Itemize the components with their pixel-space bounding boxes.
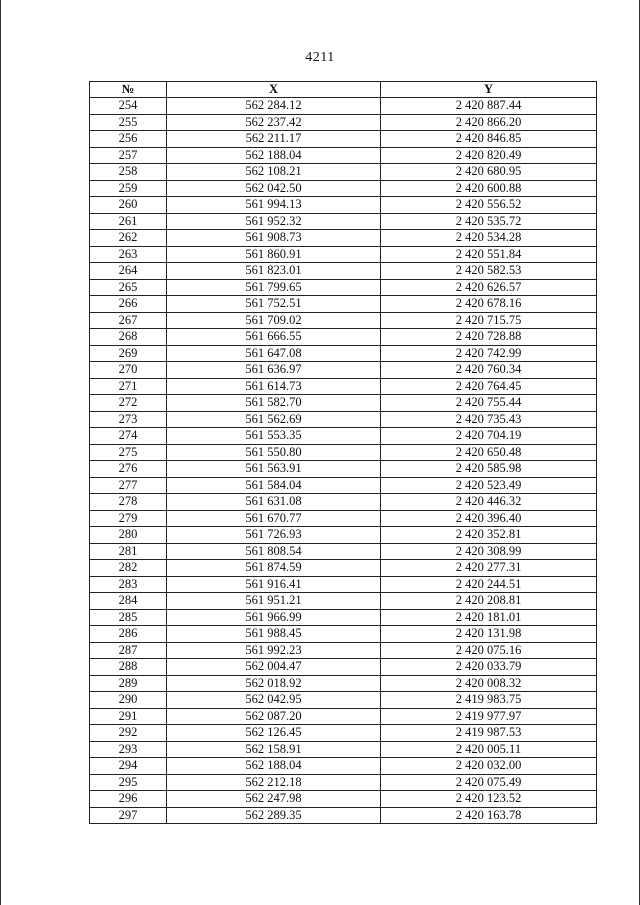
cell-x: 561 647.08 [167,345,381,362]
table-row [90,741,597,758]
cell-number: 270 [90,362,167,379]
cell-y: 2 420 352.81 [381,527,597,544]
cell-x: 561 614.73 [167,378,381,395]
table-row [90,395,597,412]
cell-y: 2 420 308.99 [381,543,597,560]
table-row [90,279,597,296]
cell-y: 2 420 005.11 [381,741,597,758]
cell-number: 281 [90,543,167,560]
cell-number: 273 [90,411,167,428]
cell-y: 2 420 760.34 [381,362,597,379]
table-row [90,659,597,676]
cell-y: 2 419 987.53 [381,725,597,742]
cell-x: 561 966.99 [167,609,381,626]
table-row [90,98,597,115]
cell-x: 561 799.65 [167,279,381,296]
table-row [90,147,597,164]
cell-x: 561 563.91 [167,461,381,478]
cell-y: 2 420 523.49 [381,477,597,494]
table-row [90,263,597,280]
cell-number: 277 [90,477,167,494]
cell-x: 562 211.17 [167,131,381,148]
cell-x: 561 994.13 [167,197,381,214]
cell-y: 2 420 033.79 [381,659,597,676]
coordinates-table [89,81,597,824]
cell-y: 2 420 582.53 [381,263,597,280]
cell-y: 2 420 735.43 [381,411,597,428]
table-row [90,246,597,263]
table-row [90,180,597,197]
cell-number: 259 [90,180,167,197]
table-row [90,576,597,593]
cell-number: 279 [90,510,167,527]
table-row [90,758,597,775]
header-y: Y [381,82,597,98]
table-row [90,543,597,560]
table-row [90,428,597,445]
table-row [90,411,597,428]
table-row [90,362,597,379]
cell-y: 2 420 556.52 [381,197,597,214]
table-row [90,131,597,148]
table-row [90,461,597,478]
table-row [90,527,597,544]
cell-y: 2 420 742.99 [381,345,597,362]
table-row [90,692,597,709]
cell-y: 2 420 764.45 [381,378,597,395]
cell-number: 290 [90,692,167,709]
cell-y: 2 420 075.16 [381,642,597,659]
cell-x: 562 042.95 [167,692,381,709]
cell-number: 288 [90,659,167,676]
table-row [90,213,597,230]
cell-number: 254 [90,98,167,115]
cell-number: 292 [90,725,167,742]
cell-number: 297 [90,807,167,824]
cell-x: 562 188.04 [167,147,381,164]
cell-y: 2 420 680.95 [381,164,597,181]
cell-number: 256 [90,131,167,148]
cell-number: 257 [90,147,167,164]
cell-y: 2 420 887.44 [381,98,597,115]
cell-y: 2 420 820.49 [381,147,597,164]
cell-y: 2 420 600.88 [381,180,597,197]
cell-number: 284 [90,593,167,610]
cell-y: 2 420 704.19 [381,428,597,445]
cell-x: 561 952.32 [167,213,381,230]
cell-x: 562 108.21 [167,164,381,181]
cell-y: 2 420 277.31 [381,560,597,577]
table-row [90,494,597,511]
table-row [90,296,597,313]
cell-y: 2 420 728.88 [381,329,597,346]
cell-x: 561 709.02 [167,312,381,329]
cell-y: 2 420 551.84 [381,246,597,263]
cell-number: 271 [90,378,167,395]
cell-number: 276 [90,461,167,478]
page-number: 4211 [305,50,335,65]
cell-number: 283 [90,576,167,593]
cell-y: 2 420 446.32 [381,494,597,511]
cell-y: 2 420 535.72 [381,213,597,230]
table-row [90,510,597,527]
table-row [90,791,597,808]
cell-x: 562 126.45 [167,725,381,742]
cell-x: 561 916.41 [167,576,381,593]
cell-y: 2 420 585.98 [381,461,597,478]
cell-number: 265 [90,279,167,296]
cell-y: 2 419 977.97 [381,708,597,725]
table-row [90,626,597,643]
cell-number: 261 [90,213,167,230]
cell-x: 561 550.80 [167,444,381,461]
cell-y: 2 420 163.78 [381,807,597,824]
cell-y: 2 420 123.52 [381,791,597,808]
cell-x: 562 289.35 [167,807,381,824]
cell-x: 562 212.18 [167,774,381,791]
cell-number: 269 [90,345,167,362]
cell-number: 280 [90,527,167,544]
table-body [90,98,597,824]
cell-y: 2 420 534.28 [381,230,597,247]
cell-x: 561 823.01 [167,263,381,280]
cell-number: 267 [90,312,167,329]
cell-x: 561 752.51 [167,296,381,313]
cell-y: 2 420 075.49 [381,774,597,791]
table-row [90,774,597,791]
cell-x: 561 808.54 [167,543,381,560]
cell-x: 561 992.23 [167,642,381,659]
cell-y: 2 420 846.85 [381,131,597,148]
cell-x: 562 284.12 [167,98,381,115]
cell-y: 2 420 008.32 [381,675,597,692]
cell-y: 2 420 678.16 [381,296,597,313]
cell-x: 562 042.50 [167,180,381,197]
table-header-row [90,82,597,98]
cell-x: 562 087.20 [167,708,381,725]
table-row [90,675,597,692]
cell-x: 562 158.91 [167,741,381,758]
cell-number: 272 [90,395,167,412]
cell-y: 2 420 181.01 [381,609,597,626]
cell-x: 562 237.42 [167,114,381,131]
table-row [90,230,597,247]
cell-y: 2 420 131.98 [381,626,597,643]
cell-y: 2 420 755.44 [381,395,597,412]
cell-x: 561 636.97 [167,362,381,379]
table-row [90,593,597,610]
cell-x: 561 631.08 [167,494,381,511]
cell-number: 286 [90,626,167,643]
cell-number: 275 [90,444,167,461]
table-row [90,609,597,626]
cell-y: 2 420 715.75 [381,312,597,329]
cell-x: 561 874.59 [167,560,381,577]
table-row [90,642,597,659]
cell-x: 561 908.73 [167,230,381,247]
cell-number: 258 [90,164,167,181]
table-row [90,444,597,461]
table-row [90,807,597,824]
cell-x: 561 584.04 [167,477,381,494]
cell-y: 2 419 983.75 [381,692,597,709]
cell-x: 561 988.45 [167,626,381,643]
cell-y: 2 420 208.81 [381,593,597,610]
cell-number: 262 [90,230,167,247]
cell-number: 264 [90,263,167,280]
cell-number: 274 [90,428,167,445]
cell-x: 561 670.77 [167,510,381,527]
cell-x: 561 860.91 [167,246,381,263]
cell-y: 2 420 032.00 [381,758,597,775]
cell-y: 2 420 866.20 [381,114,597,131]
cell-x: 561 553.35 [167,428,381,445]
cell-y: 2 420 650.48 [381,444,597,461]
table-row [90,560,597,577]
cell-x: 562 004.47 [167,659,381,676]
cell-x: 561 666.55 [167,329,381,346]
cell-number: 266 [90,296,167,313]
cell-number: 294 [90,758,167,775]
table-row [90,114,597,131]
table-row [90,164,597,181]
cell-number: 278 [90,494,167,511]
cell-number: 282 [90,560,167,577]
cell-x: 561 562.69 [167,411,381,428]
cell-number: 287 [90,642,167,659]
cell-number: 263 [90,246,167,263]
cell-y: 2 420 244.51 [381,576,597,593]
cell-number: 295 [90,774,167,791]
table-row [90,329,597,346]
cell-number: 255 [90,114,167,131]
cell-number: 291 [90,708,167,725]
cell-number: 296 [90,791,167,808]
cell-y: 2 420 626.57 [381,279,597,296]
cell-x: 562 018.92 [167,675,381,692]
table-row [90,477,597,494]
cell-number: 285 [90,609,167,626]
table-row [90,197,597,214]
cell-number: 268 [90,329,167,346]
header-x: X [167,82,381,98]
cell-x: 562 188.04 [167,758,381,775]
cell-y: 2 420 396.40 [381,510,597,527]
page-edge-left [0,0,1,905]
table-row [90,345,597,362]
table-row [90,725,597,742]
cell-x: 561 582.70 [167,395,381,412]
table-row [90,378,597,395]
cell-x: 562 247.98 [167,791,381,808]
table-row [90,708,597,725]
table-row [90,312,597,329]
cell-number: 289 [90,675,167,692]
cell-number: 260 [90,197,167,214]
cell-number: 293 [90,741,167,758]
header-number: № [90,82,167,98]
cell-x: 561 951.21 [167,593,381,610]
cell-x: 561 726.93 [167,527,381,544]
